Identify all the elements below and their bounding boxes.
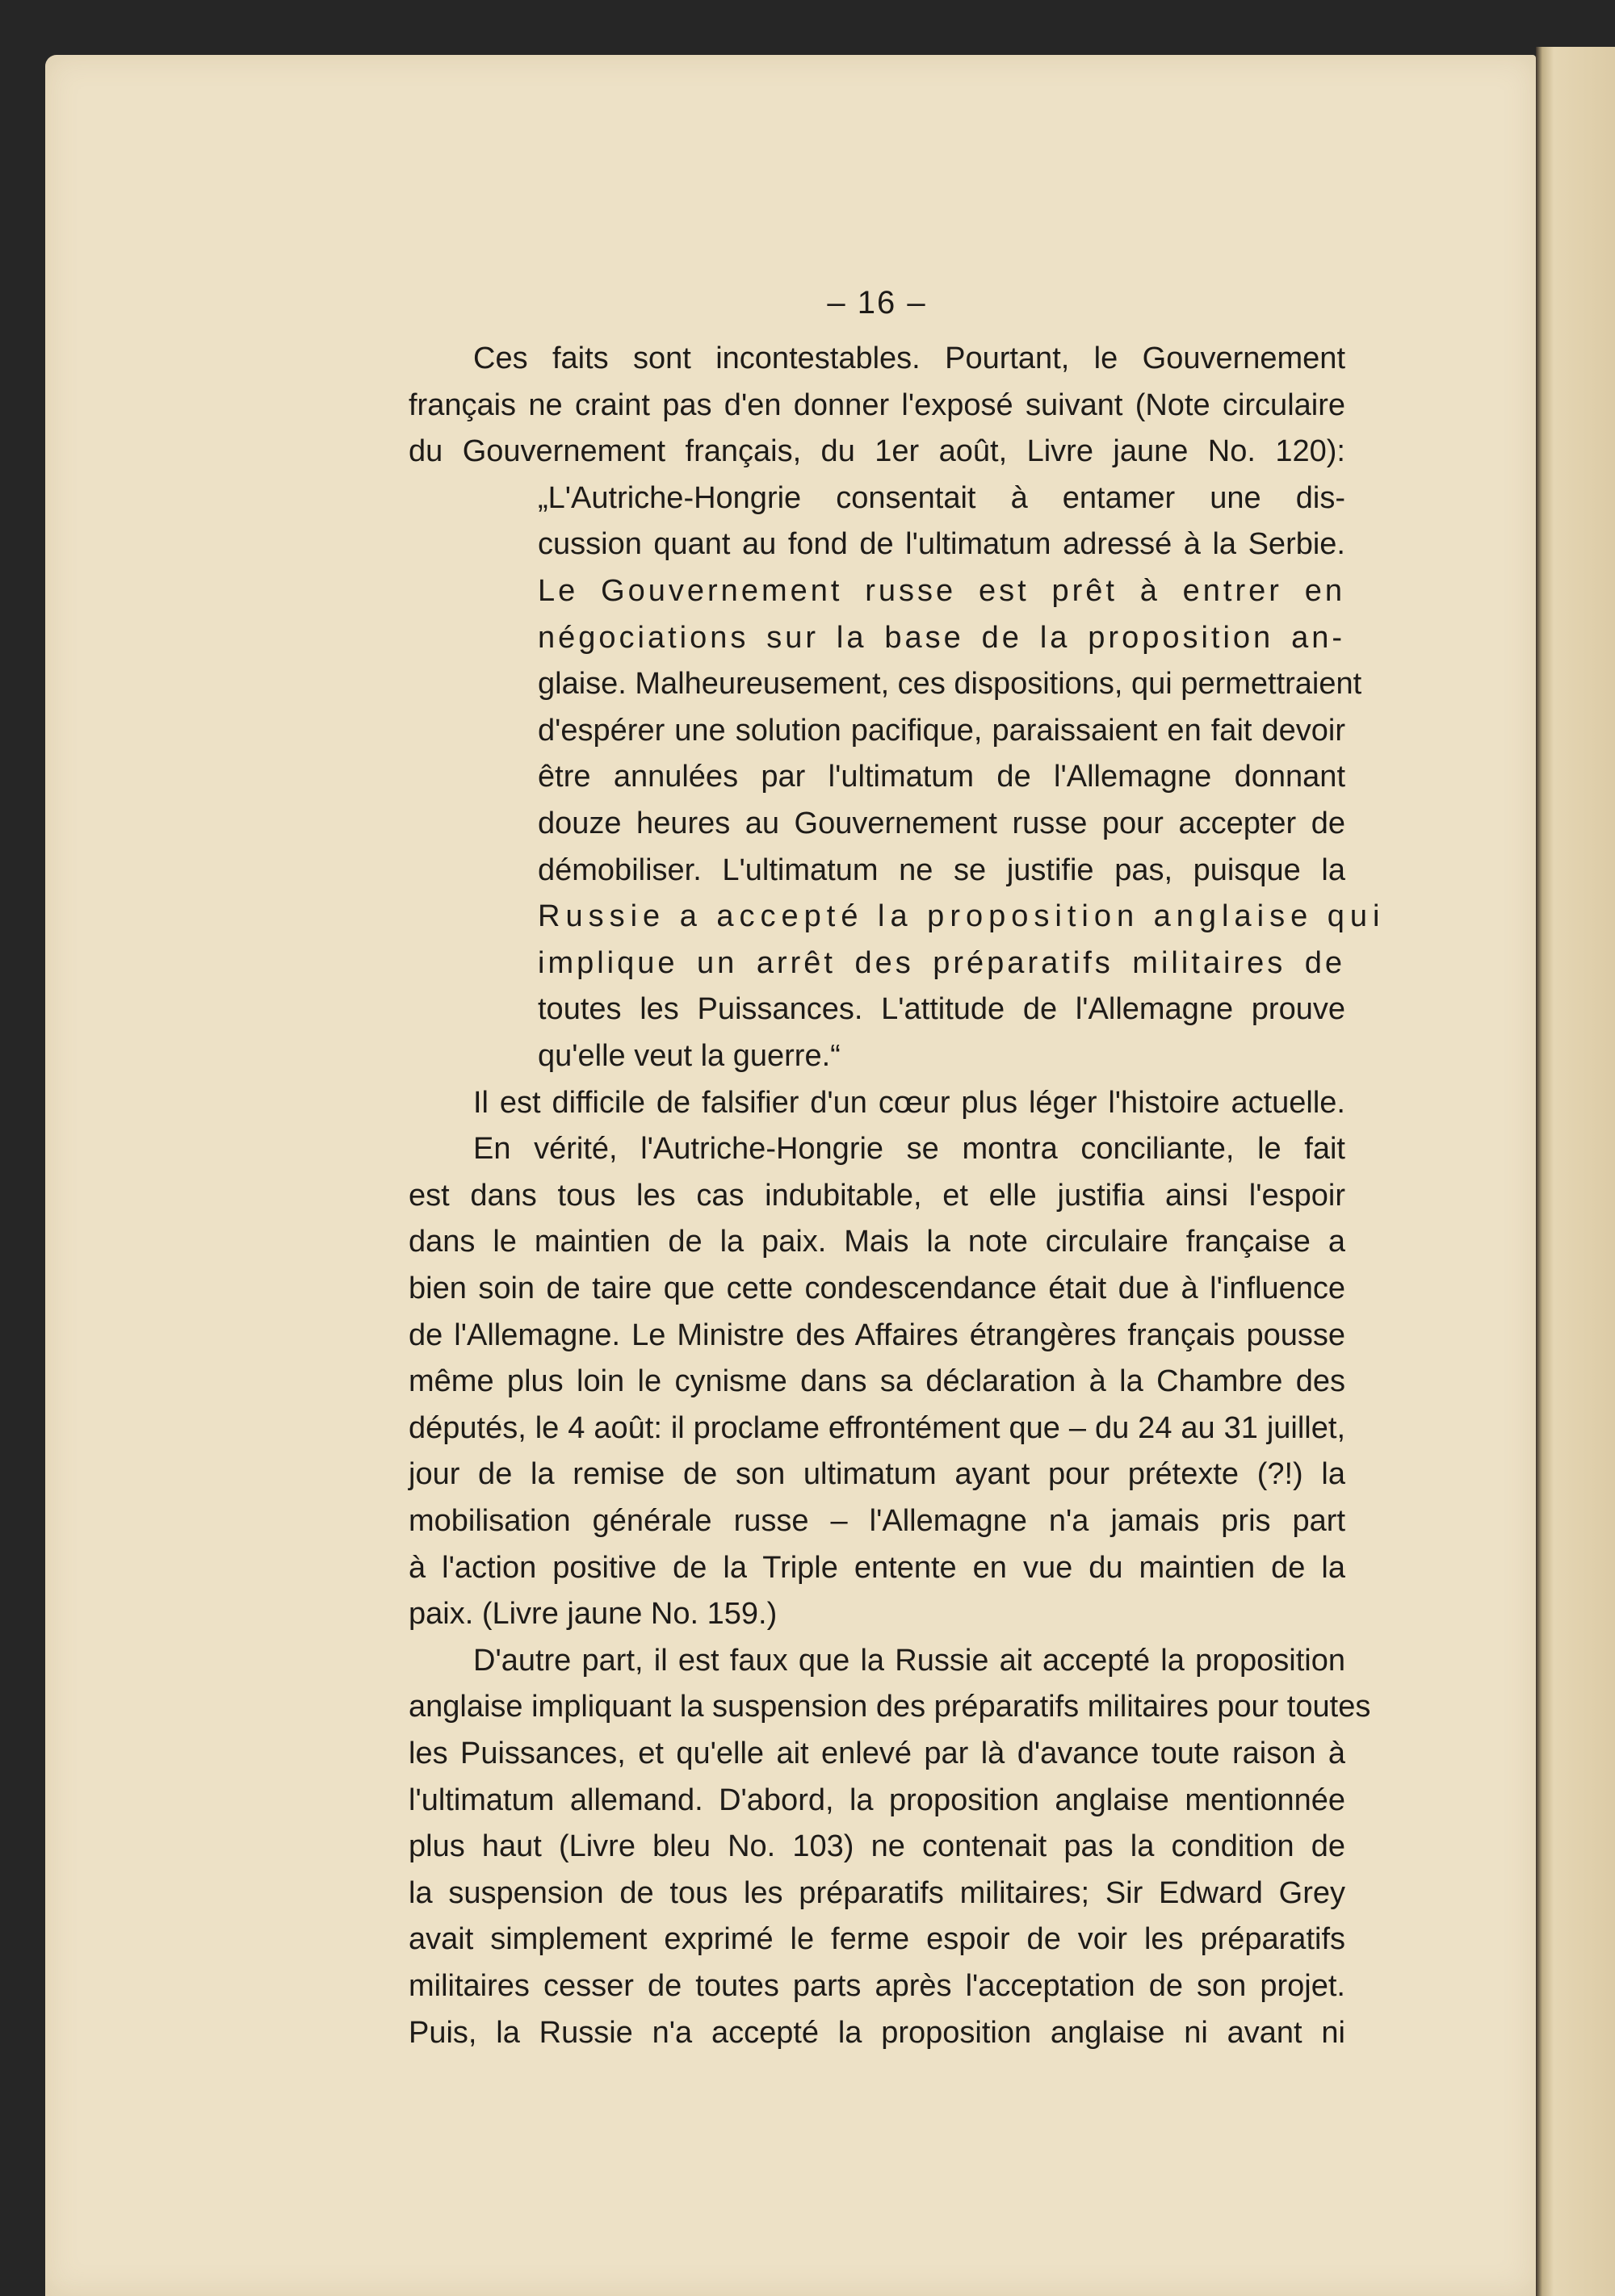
text-line: militaires cesser de toutes parts après l'acceptation de son projet. xyxy=(409,1969,1345,2003)
text-line: Ces faits sont incontestables. Pourtant, le Gouvernement xyxy=(473,341,1345,375)
adjacent-page-edge xyxy=(1536,47,1615,2296)
text-line: dans le maintien de la paix. Mais la note circulaire française a xyxy=(409,1225,1345,1259)
text-line: la suspension de tous les préparatifs militaires; Sir Edward Grey xyxy=(409,1875,1345,1910)
text-line: du Gouvernement français, du 1er août, Livre jaune No. 120): xyxy=(409,434,1345,469)
text-line: plus haut (Livre bleu No. 103) ne contenait pas la condition de xyxy=(409,1829,1345,1864)
text-line: jour de la remise de son ultimatum ayant pour prétexte (?!) la xyxy=(409,1457,1345,1492)
text-line: députés, le 4 août: il proclame effrontément que – du 24 au 31 juillet, xyxy=(409,1410,1345,1445)
text-line: Russie a accepté la proposition anglaise qui xyxy=(538,899,1386,934)
text-line: même plus loin le cynisme dans sa déclaration à la Chambre des xyxy=(409,1364,1345,1399)
text-line: négociations sur la base de la proposition an- xyxy=(538,620,1345,655)
text-line: anglaise impliquant la suspension des préparatifs militaires pour toutes xyxy=(409,1690,1371,1724)
text-line: douze heures au Gouvernement russe pour accepter de xyxy=(538,807,1345,840)
text-line: paix. (Livre jaune No. 159.) xyxy=(409,1597,778,1632)
page-number: – 16 – xyxy=(827,285,927,321)
text-line: cussion quant au fond de l'ultimatum adressé à la Serbie. xyxy=(538,527,1345,562)
text-line: Le Gouvernement russe est prêt à entrer en xyxy=(538,574,1345,608)
text-line: l'ultimatum allemand. D'abord, la proposition anglaise mentionnée xyxy=(409,1783,1345,1817)
text-line: avait simplement exprimé le ferme espoir de voir les préparatifs xyxy=(409,1922,1345,1957)
text-line: qu'elle veut la guerre.“ xyxy=(538,1039,841,1073)
text-line: glaise. Malheureusement, ces dispositions, qui permettraient xyxy=(538,667,1362,702)
text-line: implique un arrêt des préparatifs militaires de xyxy=(538,945,1345,980)
text-line: français ne craint pas d'en donner l'exposé suivant (Note circulaire xyxy=(409,388,1345,422)
text-line: „L'Autriche-Hongrie consentait à entamer une dis- xyxy=(538,480,1345,515)
text-line: les Puissances, et qu'elle ait enlevé par là d'avance toute raison à xyxy=(409,1737,1345,1770)
text-line: de l'Allemagne. Le Ministre des Affaires étrangères français pousse xyxy=(409,1318,1345,1352)
text-line: d'espérer une solution pacifique, paraissaient en fait devoir xyxy=(538,713,1345,748)
text-line: Il est difficile de falsifier d'un cœur plus léger l'histoire actuelle. xyxy=(473,1085,1345,1120)
text-line: Puis, la Russie n'a accepté la proposition anglaise ni avant ni xyxy=(409,2015,1345,2050)
text-line: à l'action positive de la Triple entente en vue du maintien de la xyxy=(409,1550,1345,1585)
text-line: toutes les Puissances. L'attitude de l'Allemagne prouve xyxy=(538,992,1345,1027)
text-line: mobilisation générale russe – l'Allemagne n'a jamais pris part xyxy=(409,1504,1345,1538)
text-line: est dans tous les cas indubitable, et elle justifia ainsi l'espoir xyxy=(409,1178,1345,1213)
text-line: démobiliser. L'ultimatum ne se justifie pas, puisque la xyxy=(538,853,1345,887)
text-line: En vérité, l'Autriche-Hongrie se montra conciliante, le fait xyxy=(473,1132,1345,1167)
text-line: bien soin de taire que cette condescendance était due à l'influence xyxy=(409,1272,1345,1305)
book-page xyxy=(45,55,1536,2296)
text-line: D'autre part, il est faux que la Russie ait accepté la proposition xyxy=(473,1643,1345,1678)
text-line: être annulées par l'ultimatum de l'Allemagne donnant xyxy=(538,760,1345,794)
